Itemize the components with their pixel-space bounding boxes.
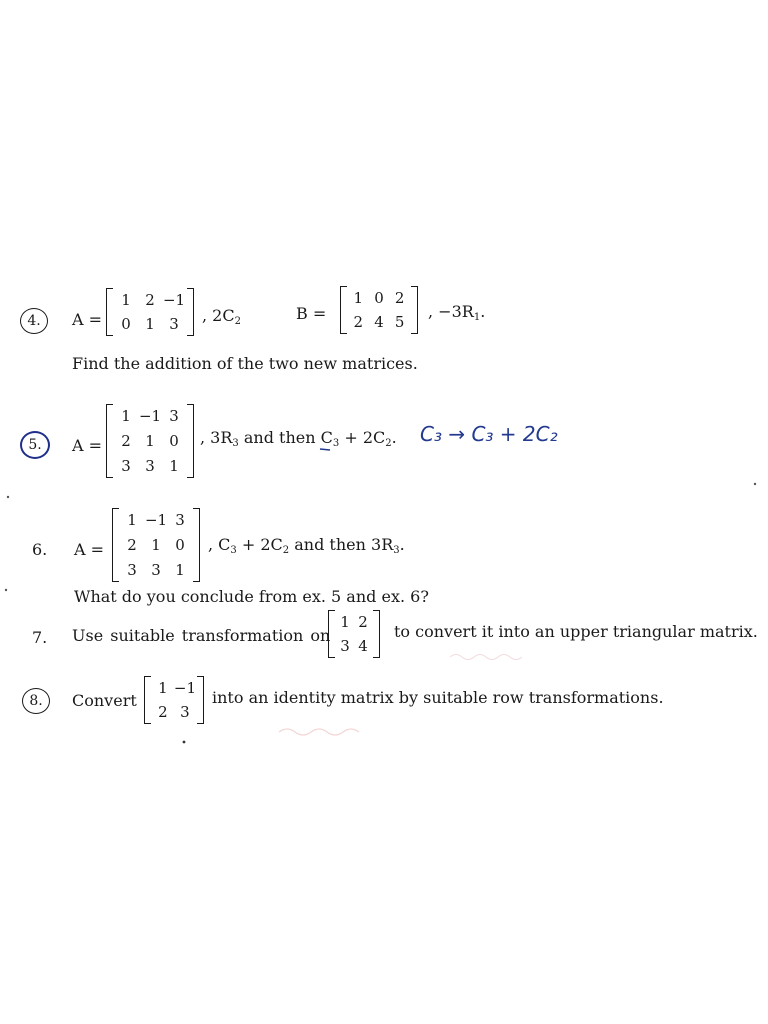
matrix-cell: 2 [127,535,137,554]
matrix-cell: 1 [353,289,364,307]
q6-question: What do you conclude from ex. 5 and ex. 6? [74,587,429,606]
q4-b-operation: , $-3R_1$. [428,302,486,323]
q5-a-label: A = [72,436,103,455]
q6-number: 6. [32,540,48,559]
matrix-cell: 3 [127,560,137,579]
matrix-cell: 2 [394,289,405,307]
matrix-cell: 3 [151,560,161,579]
matrix-cell: 1 [151,535,161,554]
matrix-cell: 0 [121,315,131,333]
matrix-cell: 3 [340,637,350,655]
matrix-cell: 0 [374,289,384,307]
matrix-cell: 5 [394,313,405,331]
q5-operation: , $3R_3$ and then $C_3 + 2C_2$. [200,428,397,449]
q4-a-label: A = [72,310,103,329]
matrix-cell: 3 [169,407,179,426]
matrix-cell: 1 [340,613,350,631]
q7-text-before: Use suitable transformation on [72,626,331,645]
q8-number: 8. [29,693,43,709]
matrix-cell: 4 [374,313,384,331]
matrix-cell: 2 [358,613,368,631]
speck [754,483,756,485]
matrix-cell: −1 [138,407,162,426]
faint-scribble-right [450,655,522,660]
q4-number: 4. [27,313,41,329]
q8-text-after: into an identity matrix by suitable row transformations. [212,688,664,707]
matrix-cell: −1 [173,679,196,697]
q4-instruction: Find the addition of the two new matrices. [72,354,418,373]
matrix-cell: 4 [358,637,368,655]
q4-a-operation: , $2C_2$ [202,306,241,327]
q7-text-after: to convert it into an upper triangular matrix. [394,622,758,641]
matrix-cell: 2 [145,291,155,309]
matrix-cell: 1 [121,407,131,426]
q6-operation: , $C_3 + 2C_2$ and then $3R_3$. [208,535,405,556]
matrix-cell: 3 [169,315,179,333]
speck [7,496,9,498]
q5-number: 5. [28,437,42,453]
q6-a-label: A = [74,540,105,559]
matrix-cell: 1 [175,560,185,579]
matrix-cell: 0 [169,431,179,450]
matrix-cell: 2 [158,703,168,721]
matrix-cell: 2 [121,431,131,450]
q5-handwritten-note: C₃ → C₃ + 2C₂ [420,422,558,446]
matrix-cell: 3 [175,511,185,530]
matrix-cell: −1 [144,511,168,530]
q7-number: 7. [32,628,48,647]
matrix-cell: 1 [169,456,179,475]
matrix-cell: 2 [353,313,364,331]
matrix-cell: −1 [162,291,186,309]
matrix-cell: 0 [175,535,185,554]
matrix-cell: 1 [127,511,137,530]
matrix-cell: 3 [121,456,131,475]
matrix-cell: 3 [145,456,155,475]
matrix-cell: 1 [145,431,155,450]
speck [5,589,7,591]
pen-underline-mark [320,449,330,450]
q4-b-label: B = [296,304,327,323]
matrix-cell: 3 [180,703,190,721]
matrix-cell: 1 [145,315,155,333]
q8-text-before: Convert [72,691,137,710]
faint-scribble-bottom [279,729,359,735]
matrix-cell: 1 [158,679,168,697]
speck [183,741,186,744]
matrix-cell: 1 [121,291,131,309]
